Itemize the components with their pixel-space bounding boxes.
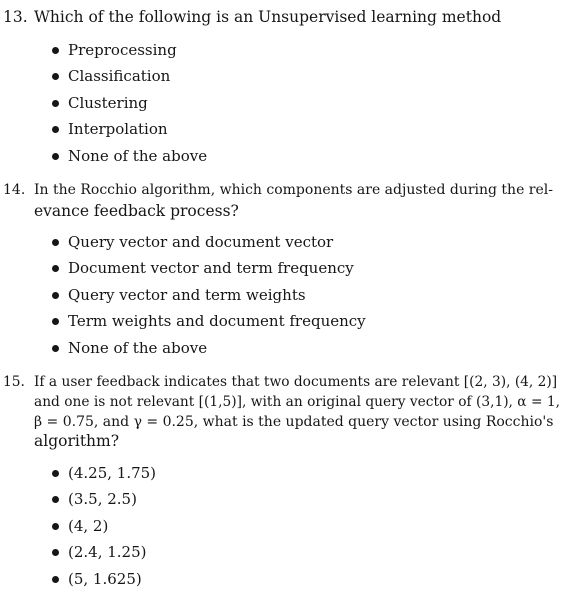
option-item — [52, 517, 108, 535]
option-text: Clustering — [68, 94, 148, 112]
bullet-icon — [52, 318, 59, 325]
bullet-icon — [52, 576, 59, 583]
bullet-icon — [52, 100, 59, 107]
option-item — [52, 259, 354, 277]
option-item — [52, 41, 177, 59]
option-text: Query vector and term weights — [68, 286, 306, 304]
option-text: (3.5, 2.5) — [68, 490, 137, 508]
question-number: 14. — [3, 182, 26, 198]
bullet-icon — [52, 292, 59, 299]
bullet-icon — [52, 126, 59, 133]
bullet-icon — [52, 496, 59, 503]
option-text: Document vector and term frequency — [68, 259, 354, 277]
option-item — [52, 120, 168, 138]
question-14-stem — [3, 181, 553, 200]
question-number: 15. — [3, 374, 25, 390]
option-item — [52, 570, 142, 588]
question-text-continued: algorithm? — [34, 432, 120, 450]
option-text: (4.25, 1.75) — [68, 464, 157, 482]
bullet-icon — [52, 470, 59, 477]
question-text: If a user feedback indicates that two documents are relevant [(2, 3), (4, 2)] — [34, 374, 558, 390]
option-item — [52, 339, 207, 357]
bullet-icon — [52, 73, 59, 80]
option-item — [52, 464, 156, 482]
question-text: In the Rocchio algorithm, which components are adjusted during the rel- — [34, 182, 553, 198]
bullet-icon — [52, 239, 59, 246]
option-item — [52, 490, 137, 508]
question-text: Which of the following is an Unsupervised learning method — [34, 8, 502, 26]
bullet-icon — [52, 549, 59, 556]
question-number: 13. — [3, 8, 28, 26]
option-item — [52, 286, 306, 304]
bullet-icon — [52, 265, 59, 272]
option-text: (5, 1.625) — [68, 570, 142, 588]
option-item — [52, 147, 207, 165]
bullet-icon — [52, 153, 59, 160]
question-15-stem — [3, 373, 557, 392]
option-text: Query vector and document vector — [68, 233, 334, 251]
bullet-icon — [52, 523, 59, 530]
option-item — [52, 233, 333, 251]
bullet-icon — [52, 47, 59, 54]
option-text: Interpolation — [68, 120, 168, 138]
bullet-icon — [52, 345, 59, 352]
question-text-continued: β = 0.75, and γ = 0.25, what is the updated query vector using Rocchio's — [34, 414, 554, 430]
question-text-continued: and one is not relevant [(1,5)], with an original query vector of (3,1), α = 1, — [34, 394, 560, 410]
option-text: None of the above — [68, 147, 208, 165]
option-text: (4, 2) — [68, 517, 109, 535]
option-text: None of the above — [68, 339, 208, 357]
option-text: (2.4, 1.25) — [68, 543, 147, 561]
option-item — [52, 543, 147, 561]
question-13-stem — [3, 8, 501, 27]
option-text: Classification — [68, 67, 171, 85]
option-item — [52, 67, 170, 85]
option-item — [52, 94, 148, 112]
option-text: Term weights and document frequency — [68, 312, 366, 330]
question-text-continued: evance feedback process? — [34, 202, 239, 220]
option-text: Preprocessing — [68, 41, 177, 59]
option-item — [52, 312, 366, 330]
